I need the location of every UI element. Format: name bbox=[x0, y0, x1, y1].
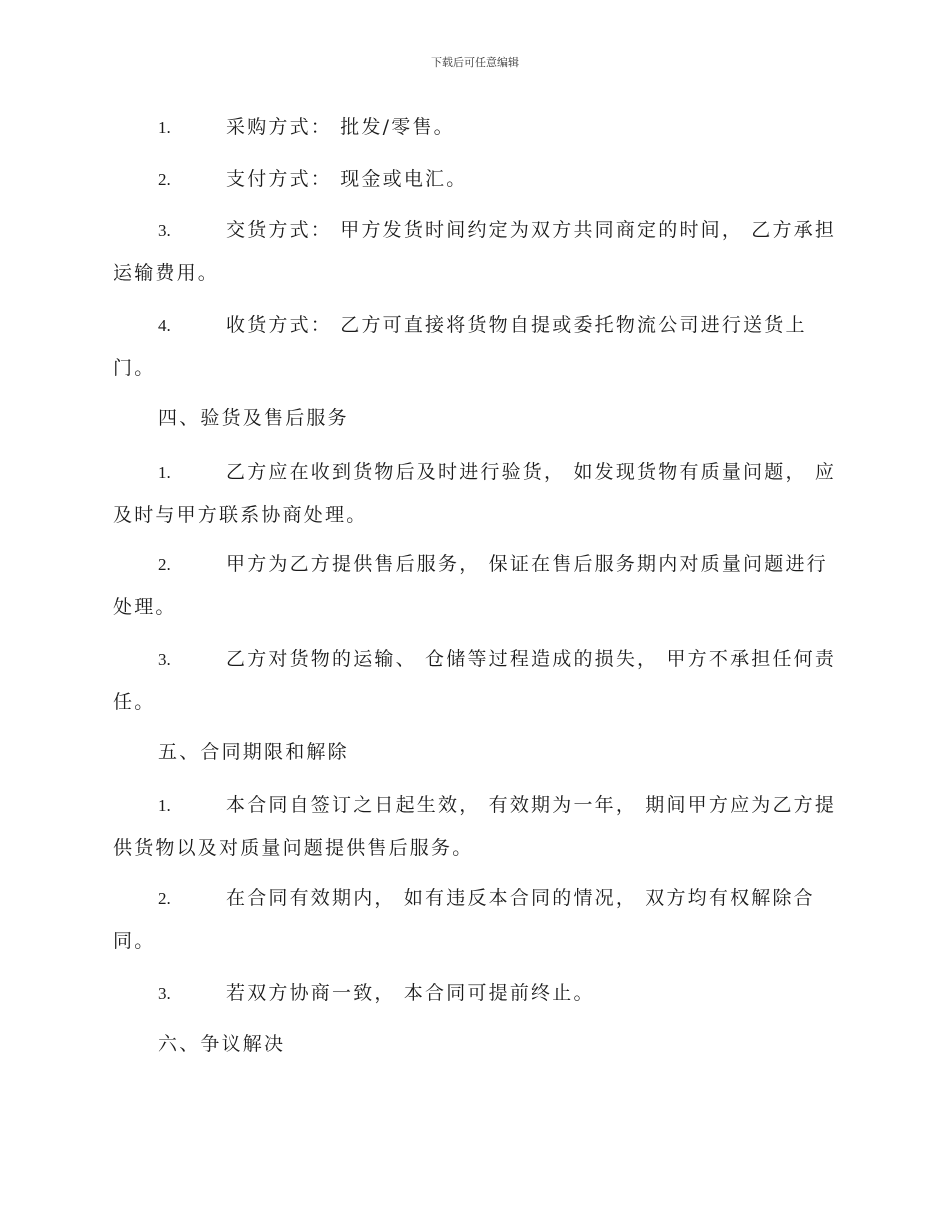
item-number: 1. bbox=[158, 463, 171, 482]
item-text-continued: 门。 bbox=[113, 357, 156, 379]
list-item bbox=[113, 209, 841, 294]
item-text-continued: 运输费用。 bbox=[113, 262, 220, 284]
list-item bbox=[113, 304, 841, 389]
section-heading: 六、争议解决 bbox=[158, 1033, 286, 1055]
list-item bbox=[113, 451, 841, 536]
list-item bbox=[113, 784, 841, 869]
item-text: 收货方式： 乙方可直接将货物自提或委托物流公司进行送货上 bbox=[226, 314, 807, 336]
list-item bbox=[113, 158, 841, 201]
item-text-continued: 及时与甲方联系协商处理。 bbox=[113, 504, 368, 526]
item-text: 采购方式： 批发/零售。 bbox=[226, 116, 455, 138]
section-heading: 四、验货及售后服务 bbox=[158, 407, 349, 429]
item-text-continued: 任。 bbox=[113, 691, 156, 713]
item-number: 2. bbox=[158, 555, 171, 574]
page-header: 下载后可任意编辑 bbox=[431, 56, 519, 69]
section-heading: 五、合同期限和解除 bbox=[158, 741, 349, 763]
list-item bbox=[113, 543, 841, 628]
item-text: 乙方应在收到货物后及时进行验货， 如发现货物有质量问题， 应 bbox=[226, 461, 837, 483]
list-item bbox=[113, 877, 841, 962]
list-item bbox=[113, 972, 841, 1015]
item-number: 2. bbox=[158, 170, 171, 189]
item-text-continued: 供货物以及对质量问题提供售后服务。 bbox=[113, 837, 474, 859]
item-text: 在合同有效期内， 如有违反本合同的情况， 双方均有权解除合 bbox=[226, 887, 815, 909]
item-number: 2. bbox=[158, 889, 171, 908]
item-text: 支付方式： 现金或电汇。 bbox=[226, 168, 468, 190]
item-text: 本合同自签订之日起生效， 有效期为一年， 期间甲方应为乙方提 bbox=[226, 794, 837, 816]
item-number: 3. bbox=[158, 650, 171, 669]
item-text-continued: 处理。 bbox=[113, 596, 177, 618]
item-text: 乙方对货物的运输、 仓储等过程造成的损失， 甲方不承担任何责 bbox=[226, 648, 837, 670]
item-number: 1. bbox=[158, 118, 171, 137]
item-number: 1. bbox=[158, 796, 171, 815]
item-text: 甲方为乙方提供售后服务， 保证在售后服务期内对质量问题进行 bbox=[226, 553, 828, 575]
list-item bbox=[113, 638, 841, 723]
item-text: 若双方协商一致， 本合同可提前终止。 bbox=[226, 982, 595, 1004]
item-text-continued: 同。 bbox=[113, 930, 156, 952]
list-item bbox=[113, 106, 841, 149]
item-number: 3. bbox=[158, 221, 171, 240]
item-number: 4. bbox=[158, 316, 171, 335]
item-number: 3. bbox=[158, 984, 171, 1003]
item-text: 交货方式： 甲方发货时间约定为双方共同商定的时间， 乙方承担 bbox=[226, 219, 837, 241]
